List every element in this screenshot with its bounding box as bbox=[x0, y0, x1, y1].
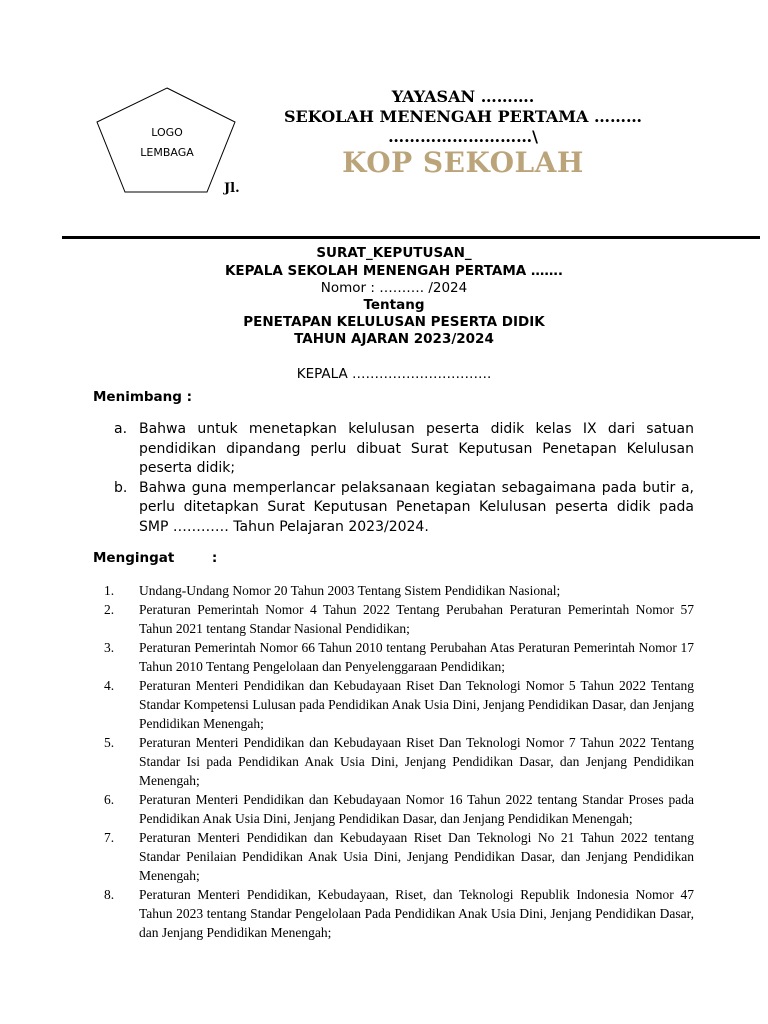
list-number: 3. bbox=[104, 640, 115, 655]
address: Jl. bbox=[224, 181, 240, 196]
menimbang-list bbox=[114, 420, 694, 537]
decree-issuer: KEPALA SEKOLAH MENENGAH PERTAMA ……. bbox=[224, 263, 564, 279]
school-name: SEKOLAH MENENGAH PERTAMA ……… bbox=[283, 107, 642, 126]
list-item-text: Peraturan Menteri Pendidikan, Kebudayaan, Riset, dan Teknologi Republik Indonesia Nomor 47 Tahun 2023 tentang Standar Pengelolaan Pada Pendidikan Anak Usia Dini, Jenjang Pendidikan Dasar, dan Jenjang Pendidikan Menengah; bbox=[139, 887, 694, 940]
list-item bbox=[104, 733, 694, 790]
decree-subject-line2: TAHUN AJARAN 2023/2024 bbox=[294, 331, 494, 347]
list-number: 8. bbox=[104, 887, 115, 902]
list-item bbox=[104, 676, 694, 733]
list-item-text: Bahwa untuk menetapkan kelulusan peserta didik kelas IX dari satuan pendidikan dipandang perlu dibuat Surat Keputusan Penetapan Kelulusan peserta didik; bbox=[139, 421, 694, 476]
decree-subject-line1: PENETAPAN KELULUSAN PESERTA DIDIK bbox=[243, 314, 545, 330]
list-number: 7. bbox=[104, 830, 115, 845]
logo-text-line1: LOGO bbox=[151, 126, 183, 139]
list-marker: a. bbox=[114, 421, 128, 437]
list-item bbox=[114, 420, 694, 479]
decree-head: KEPALA …………………………. bbox=[296, 366, 492, 382]
list-item bbox=[104, 600, 694, 638]
list-number: 5. bbox=[104, 735, 115, 750]
list-item-text: Peraturan Pemerintah Nomor 4 Tahun 2022 Tentang Perubahan Peraturan Pemerintah Nomor 57 Tahun 2021 tentang Standar Nasional Pendidikan; bbox=[139, 602, 694, 636]
list-item-text: Peraturan Menteri Pendidikan dan Kebudayaan Riset Dan Teknologi Nomor 5 Tahun 2022 Tentang Standar Kompetensi Lulusan pada Pendidikan Anak Usia Dini, Jenjang Pendidikan Dasar, dan Jenjang Pendidikan Menengah; bbox=[139, 678, 694, 731]
decree-title: SURAT_KEPUTUSAN_ bbox=[316, 245, 472, 261]
list-item-text: Peraturan Menteri Pendidikan dan Kebudayaan Riset Dan Teknologi Nomor 7 Tahun 2022 Tentang Standar Isi pada Pendidikan Anak Usia Dini, Jenjang Pendidikan Dasar, dan Jenjang Pendidikan Menengah; bbox=[139, 735, 694, 788]
kop-title: KOP SEKOLAH bbox=[342, 146, 584, 179]
list-marker: b. bbox=[114, 479, 128, 496]
menimbang-label: Menimbang : bbox=[93, 389, 193, 405]
decree-number: Nomor : ………. /2024 bbox=[320, 280, 468, 296]
list-item-text: Peraturan Menteri Pendidikan dan Kebudayaan Nomor 16 Tahun 2022 tentang Standar Proses pada Pendidikan Anak Usia Dini, Jenjang Pendidikan Dasar, dan Jenjang Pendidikan Menengah; bbox=[139, 792, 694, 826]
list-item-text: Peraturan Menteri Pendidikan dan Kebudayaan Riset Dan Teknologi No 21 Tahun 2022 tentang Standar Penilaian Pendidikan Anak Usia Dini, Jenjang Pendidikan Dasar, dan Jenjang Pendidikan Menengah; bbox=[139, 830, 694, 883]
decree-about: Tentang bbox=[363, 297, 425, 313]
list-item bbox=[104, 885, 694, 942]
list-number: 1. bbox=[104, 583, 115, 598]
school-name-continuation: ………………………\ bbox=[388, 127, 538, 146]
list-item bbox=[104, 828, 694, 885]
logo-text-line2: LEMBAGA bbox=[140, 146, 194, 159]
logo-placeholder bbox=[95, 86, 239, 198]
list-item bbox=[104, 638, 694, 676]
list-number: 2. bbox=[104, 602, 115, 617]
list-item bbox=[114, 479, 694, 538]
list-item bbox=[104, 581, 694, 600]
list-item bbox=[104, 790, 694, 828]
list-item-text: Bahwa guna memperlancar pelaksanaan kegiatan sebagaimana pada butir a, perlu ditetapkan Surat Keputusan Penetapan Kelulusan peserta didik pada SMP ………… Tahun Pelajaran 2023/2024. bbox=[139, 479, 694, 535]
mengingat-label: Mengingat : bbox=[93, 550, 218, 566]
list-item-text: Undang-Undang Nomor 20 Tahun 2003 Tentang Sistem Pendidikan Nasional; bbox=[139, 583, 561, 598]
letterhead-divider bbox=[62, 236, 760, 239]
list-number: 4. bbox=[104, 678, 115, 693]
list-number: 6. bbox=[104, 792, 115, 807]
mengingat-list bbox=[104, 581, 694, 942]
foundation-name: YAYASAN ………. bbox=[391, 87, 535, 106]
list-item-text: Peraturan Pemerintah Nomor 66 Tahun 2010 tentang Perubahan Atas Peraturan Pemerintah Nomor 17 Tahun 2010 Tentang Pengelolaan dan Penyelenggaraan Pendidikan; bbox=[139, 640, 694, 674]
